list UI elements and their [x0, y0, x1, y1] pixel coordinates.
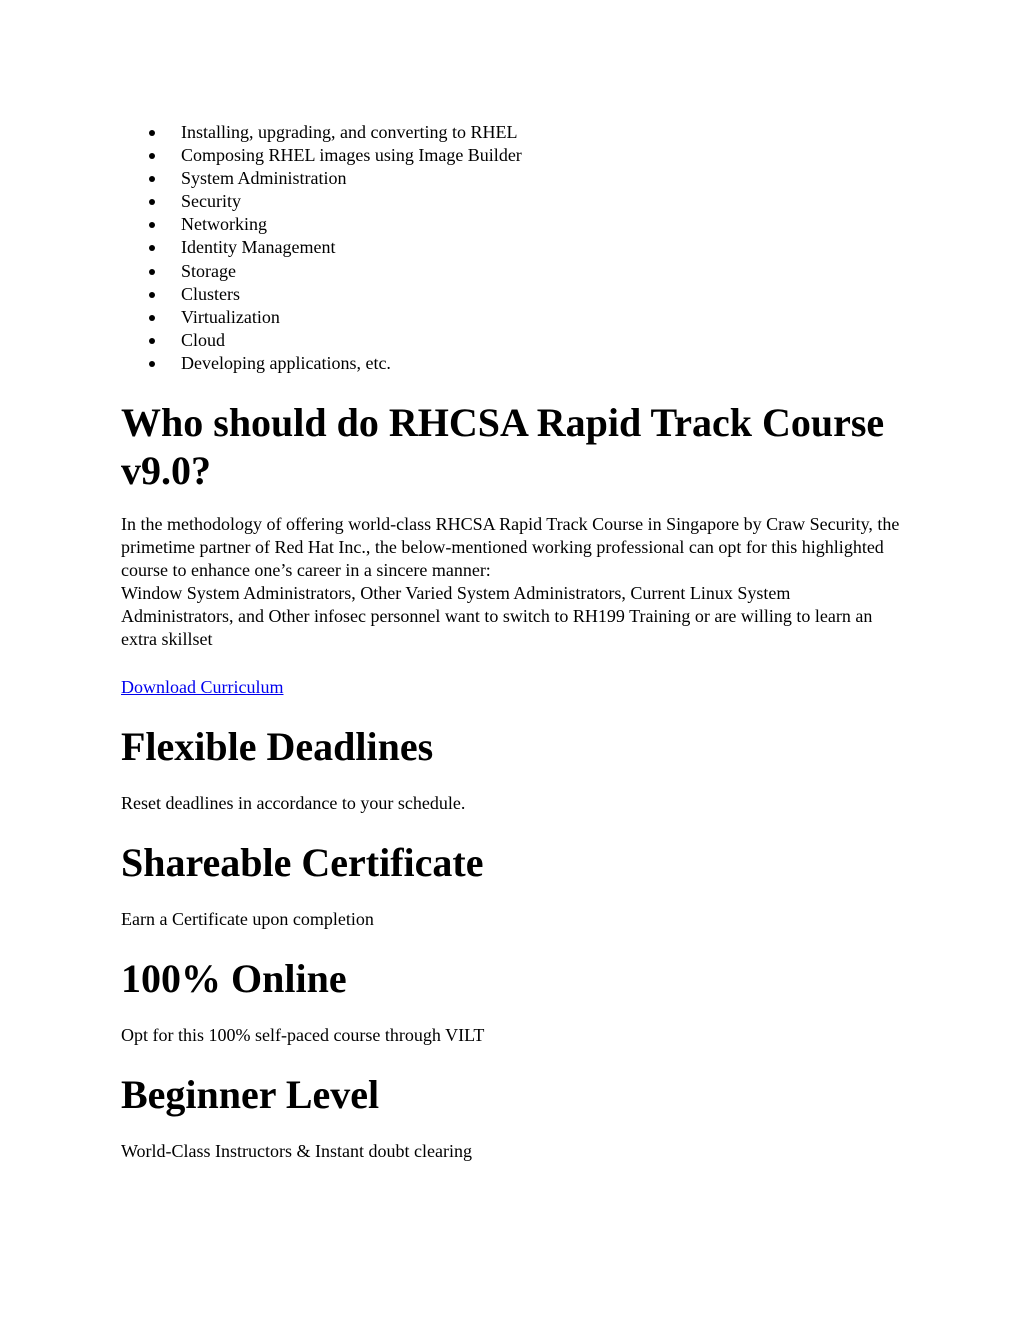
feature-heading: Beginner Level [121, 1072, 380, 1117]
feature-heading: Flexible Deadlines [121, 724, 434, 769]
list-item [121, 213, 522, 236]
list-item-text: Composing RHEL images using Image Builder [181, 145, 522, 166]
feature-text: Earn a Certificate upon completion [121, 909, 374, 929]
who-should-intro: In the methodology of offering world-class RHCSA Rapid Track Course in Singapore by Craw Security, the primetime partner of Red Hat Inc., the below-mentioned working professional can opt for this highlighted course to enhance one’s career in a sincere manner: [121, 514, 900, 581]
feature-text: Reset deadlines in accordance to your schedule. [121, 793, 466, 813]
who-should-body [121, 513, 901, 652]
topics-list [121, 121, 522, 375]
list-item-text: Developing applications, etc. [181, 352, 391, 373]
bullet-icon [149, 269, 155, 275]
feature-heading: 100% Online [121, 956, 347, 1001]
bullet-icon [149, 292, 155, 298]
who-should-section [121, 399, 901, 495]
bullet-icon [149, 130, 155, 136]
bullet-icon [149, 153, 155, 159]
download-curriculum-link[interactable]: Download Curriculum [121, 677, 284, 697]
list-item-text: Cloud [181, 329, 226, 350]
list-item-text: System Administration [181, 168, 347, 189]
list-item [121, 329, 522, 352]
feature-shareable-certificate [121, 839, 901, 887]
list-item-text: Networking [181, 214, 267, 235]
bullet-icon [149, 176, 155, 182]
download-section [121, 676, 901, 699]
list-item [121, 306, 522, 329]
list-item [121, 167, 522, 190]
list-item [121, 236, 522, 259]
feature-beginner-level [121, 1071, 901, 1119]
feature-flexible-deadlines-text [121, 792, 901, 815]
list-item-text: Virtualization [181, 306, 280, 327]
feature-flexible-deadlines [121, 723, 901, 771]
list-item [121, 121, 522, 144]
feature-text: World-Class Instructors & Instant doubt clearing [121, 1141, 472, 1161]
list-item-text: Installing, upgrading, and converting to RHEL [181, 122, 518, 142]
who-should-audience: Window System Administrators, Other Varied System Administrators, Current Linux System Administrators, and Other infosec personnel want to switch to RH199 Training or are willing to learn an extra skillset [121, 583, 873, 650]
feature-heading: Shareable Certificate [121, 840, 484, 885]
who-should-heading: Who should do RHCSA Rapid Track Course v9.0? [121, 400, 885, 493]
feature-text: Opt for this 100% self-paced course through VILT [121, 1025, 485, 1045]
list-item-text: Storage [181, 260, 236, 281]
list-item [121, 144, 522, 167]
bullet-icon [149, 338, 155, 344]
feature-online-text [121, 1024, 901, 1047]
feature-beginner-level-text [121, 1140, 901, 1163]
list-item [121, 260, 522, 283]
list-item [121, 283, 522, 306]
bullet-icon [149, 245, 155, 251]
feature-shareable-certificate-text [121, 908, 901, 931]
feature-online [121, 955, 901, 1003]
list-item [121, 352, 522, 375]
bullet-icon [149, 199, 155, 205]
bullet-icon [149, 222, 155, 228]
list-item-text: Security [181, 191, 241, 212]
bullet-icon [149, 361, 155, 367]
bullet-icon [149, 315, 155, 321]
list-item [121, 190, 522, 213]
list-item-text: Identity Management [181, 237, 336, 258]
list-item-text: Clusters [181, 283, 241, 304]
